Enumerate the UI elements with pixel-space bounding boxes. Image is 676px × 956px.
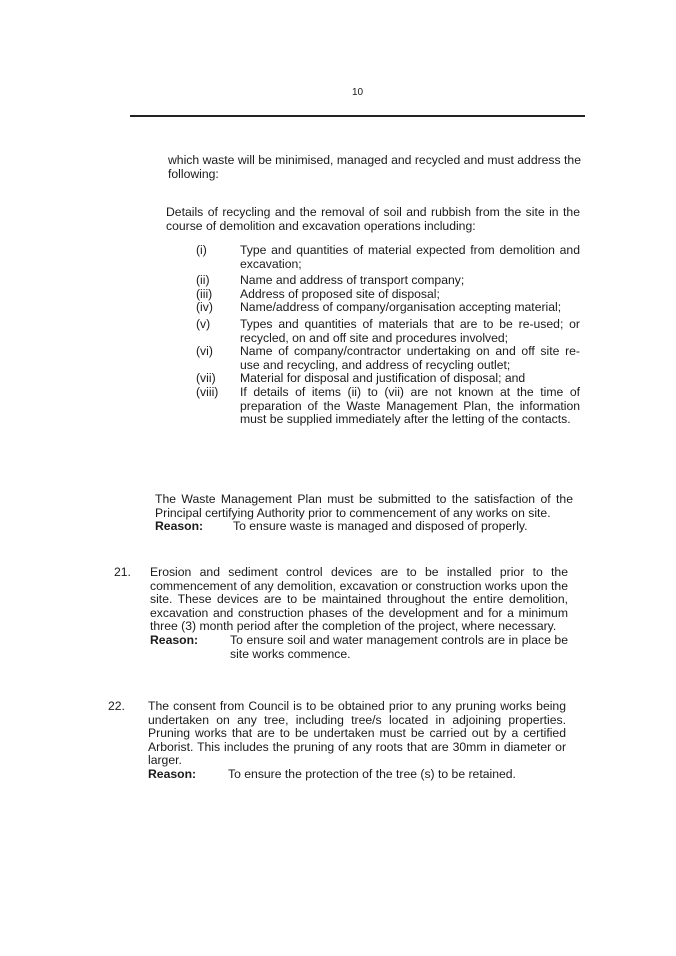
recycling-intro: Details of recycling and the removal of soil and rubbish from the site in the course of demolition and excavation operations including: <box>166 205 580 233</box>
list-item <box>196 372 580 386</box>
list-item <box>196 318 580 345</box>
recycling-list <box>196 244 580 427</box>
list-item-number: (i) <box>196 243 207 257</box>
list-item-text: Types and quantities of materials that are to be re-used; or recycled, on and off site and procedures involved; <box>240 316 580 345</box>
page-number: 10 <box>352 87 364 98</box>
list-item <box>196 345 580 372</box>
reason-label: Reason: <box>150 632 199 647</box>
reason-label: Reason: <box>155 519 204 534</box>
list-item <box>196 288 580 302</box>
header-rule <box>130 115 585 117</box>
list-item-number: (viii) <box>196 384 219 399</box>
reason-row <box>148 768 566 782</box>
condition-21 <box>150 566 568 661</box>
list-item-text: Name/address of company/organisation accepting material; <box>240 300 562 315</box>
list-item-number: (vii) <box>196 371 216 386</box>
condition-number-22: 22. <box>108 699 125 713</box>
waste-plan-text: The Waste Management Plan must be submitted to the satisfaction of the Principal certifying Authority prior to commencement of any works on site. <box>155 492 573 520</box>
condition-21-text: Erosion and sediment control devices are to be installed prior to the commencement of any demolition, excavation or construction works upon the site. These devices are to be maintained throughout the entire demolition, excavation and construction phases of the development and for a minimum three (3) month period after the completion of the project, where necessary. <box>150 565 568 634</box>
reason-label: Reason: <box>148 766 197 781</box>
list-item-text: Type and quantities of material expected from demolition and excavation; <box>240 243 580 271</box>
condition-number-21: 21. <box>114 565 131 579</box>
list-item-text: Address of proposed site of disposal; <box>240 286 440 301</box>
reason-text: To ensure waste is managed and disposed of properly. <box>233 519 528 534</box>
list-item <box>196 244 580 271</box>
list-item-text: If details of items (ii) to (vii) are not known at the time of preparation of the Waste Management Plan, the information must be supplied immediately after the letting of the contacts. <box>240 384 580 427</box>
list-item-text: Name and address of transport company; <box>240 273 465 288</box>
reason-text: To ensure soil and water management controls are in place be site works commence. <box>230 632 568 661</box>
list-item <box>196 386 580 427</box>
list-item-number: (iii) <box>196 286 213 301</box>
list-item-number: (iv) <box>196 300 213 315</box>
waste-plan-condition <box>155 493 573 534</box>
list-item <box>196 301 580 315</box>
continuation-text: which waste will be minimised, managed and recycled and must address the following: <box>168 153 581 181</box>
list-item-text: Material for disposal and justification of disposal; and <box>240 371 526 386</box>
condition-22-text: The consent from Council is to be obtained prior to any pruning works being undertaken on any tree, including tree/s located in adjoining properties. Pruning works that are to be undertaken must be carried out by a certified Arborist. This includes the pruning of any roots that are 30mm in diameter or larger. <box>148 699 566 768</box>
list-item <box>196 274 580 288</box>
list-item-number: (v) <box>196 316 211 331</box>
list-item-number: (vi) <box>196 344 213 359</box>
condition-22 <box>148 700 566 782</box>
reason-row <box>155 520 573 534</box>
reason-row <box>150 634 568 661</box>
reason-text: To ensure the protection of the tree (s) to be retained. <box>228 766 516 781</box>
list-item-text: Name of company/contractor undertaking on and off site re-use and recycling, and address of recycling outlet; <box>240 344 580 372</box>
list-item-number: (ii) <box>196 273 210 288</box>
